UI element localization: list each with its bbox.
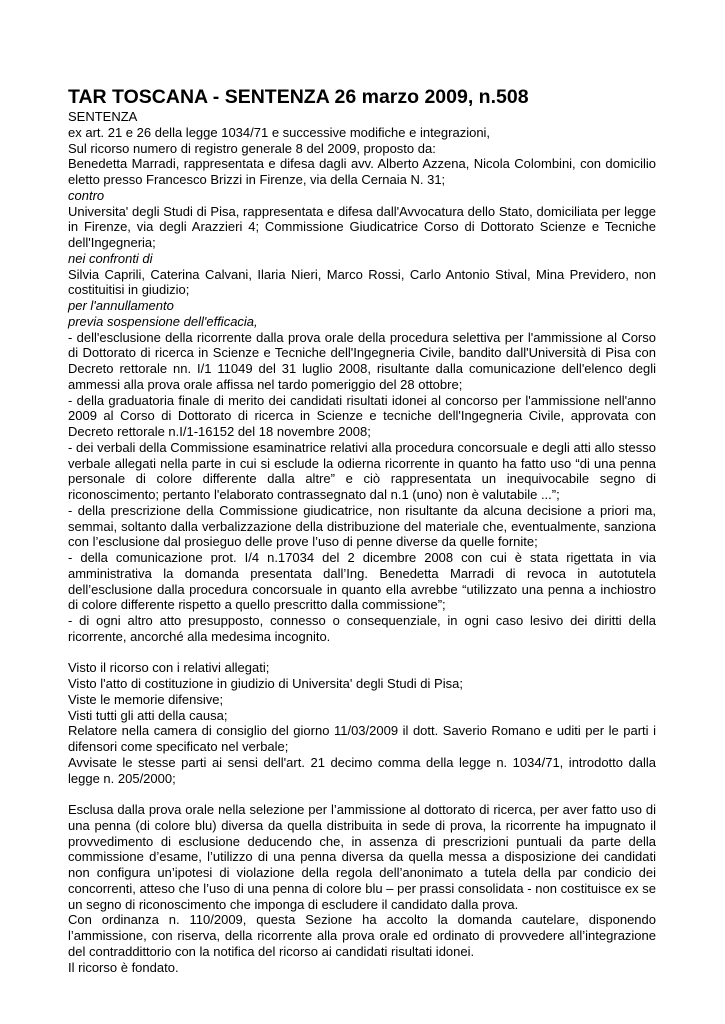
paragraph: - della comunicazione prot. I/4 n.17034 del 2 dicembre 2008 con cui è stata rigettata in via amministrativa la domanda presentata dall’Ing. Benedetta Marradi di revoca in autotutela dell’esclusione dalla procedura concorsuale in quanto ella avrebbe “utilizzato una penna a inchiostro di colore differente rispetto a quello prescritto dalla commissione”;	[68, 550, 656, 613]
body-section	[68, 802, 656, 975]
header-section	[68, 109, 656, 645]
paragraph: Visti tutti gli atti della causa;	[68, 707, 228, 723]
paragraph: Con ordinanza n. 110/2009, questa Sezione ha accolto la domanda cautelare, disponendo l’ammissione, con riserva, della ricorrente alla prova orale ed ordinato di provvedere all’integrazione del contraddittorio con la notifica del ricorso ai candidati risultati idonei.	[68, 912, 656, 959]
paragraph: Universita' degli Studi di Pisa, rappresentata e difesa dall'Avvocatura dello Stato, domiciliata per legge in Firenze, via degli Arazzieri 4; Commissione Giudicatrice Corso di Dottorato Scienze e Tecniche dell'Ingegneria;	[68, 203, 656, 250]
italic-heading: nei confronti di	[68, 250, 153, 266]
paragraph: - di ogni altro atto presupposto, connesso o consequenziale, in ogni caso lesivo dei diritti della ricorrente, ancorché alla medesima incognito.	[68, 613, 656, 644]
paragraph: Sul ricorso numero di registro generale 8 del 2009, proposto da:	[68, 140, 436, 156]
paragraph-gap	[68, 645, 656, 661]
paragraph: ex art. 21 e 26 della legge 1034/71 e successive modifiche e integrazioni,	[68, 124, 491, 140]
paragraph: Il ricorso è fondato.	[68, 959, 179, 975]
visto-section	[68, 660, 656, 786]
paragraph: Benedetta Marradi, rappresentata e difesa dagli avv. Alberto Azzena, Nicola Colombini, con domicilio eletto presso Francesco Brizzi in Firenze, via della Cernaia N. 31;	[68, 156, 656, 187]
paragraph: Esclusa dalla prova orale nella selezione per l’ammissione al dottorato di ricerca, per aver fatto uso di una penna (di colore blu) diversa da quella distribuita in sede di prova, la ricorrente ha impugnato il provvedimento di esclusione deducendo che, in assenza di prescrizioni puntuali da parte della commissione d’esame, l’utilizzo di una penna diversa da quella messa a disposizione dei candidati non configura un’ipotesi di violazione della regola dell’anonimato a tutela della par condicio dei concorrenti, atteso che l’uso di una penna di colore blu – per prassi consolidata - non costituisce ex se un segno di riconoscimento che imponga di escludere il candidato dalla prova.	[68, 802, 656, 912]
paragraph: - della graduatoria finale di merito dei candidati risultati idonei al concorso per l'ammissione nell'anno 2009 al Corso di Dottorato di ricerca in Scienze e tecniche dell'Ingegneria Civile, approvata con Decreto rettorale n.I/1-16152 del 18 novembre 2008;	[68, 392, 656, 439]
paragraph: - dei verbali della Commissione esaminatrice relativi alla procedura concorsuale e degli atti allo stesso verbale allegati nella parte in cui si esclude la odierna ricorrente in quanto ha fatto uso “di una penna personale di colore differente dalla altre” e ciò rappresentata un inequivocabile segno di riconoscimento; pertanto l'elaborato contrassegnato dal n.1 (uno) non è valutabile ...”;	[68, 439, 656, 502]
italic-heading: per l'annullamento	[68, 298, 174, 313]
paragraph: SENTENZA	[68, 109, 138, 124]
document-page	[68, 86, 656, 975]
paragraph: Relatore nella camera di consiglio del giorno 11/03/2009 il dott. Saverio Romano e uditi per le parti i difensori come specificato nel verbale;	[68, 723, 656, 754]
paragraph: Visto il ricorso con i relativi allegati;	[68, 660, 270, 676]
paragraph: Visto l'atto di costituzione in giudizio di Universita' degli Studi di Pisa;	[68, 676, 463, 691]
paragraph: - dell'esclusione della ricorrente dalla prova orale della procedura selettiva per l'ammissione al Corso di Dottorato di ricerca in Scienze e Tecniche dell'Ingegneria Civile, bandito dall'Università di Pisa con Decreto rettorale nn. I/1 11049 del 31 luglio 2008, risultante dalla comunicazione dell'elenco degli ammessi alla prova orale affissa nel tardo pomeriggio del 28 ottobre;	[68, 329, 656, 392]
italic-heading: contro	[68, 187, 105, 203]
italic-heading: previa sospensione dell'efficacia,	[68, 313, 258, 329]
paragraph-gap	[68, 786, 656, 802]
paragraph: Avvisate le stesse parti ai sensi dell'art. 21 decimo comma della legge n. 1034/71, introdotto dalla legge n. 205/2000;	[68, 754, 656, 786]
paragraph: - della prescrizione della Commissione giudicatrice, non risultante da alcuna decisione a priori ma, semmai, soltanto dalla verbalizzazione della distribuzione del materiale che, eventualmente, sanziona con l’esclusione dal prosieguo delle prove l’uso di penne diverse da quelle fornite;	[68, 502, 656, 550]
paragraph: Silvia Caprili, Caterina Calvani, Ilaria Nieri, Marco Rossi, Carlo Antonio Stival, Mina Previdero, non costituitisi in giudizio;	[68, 266, 656, 298]
document-title: TAR TOSCANA - SENTENZA 26 marzo 2009, n.508	[68, 86, 529, 108]
paragraph: Viste le memorie difensive;	[68, 691, 224, 707]
